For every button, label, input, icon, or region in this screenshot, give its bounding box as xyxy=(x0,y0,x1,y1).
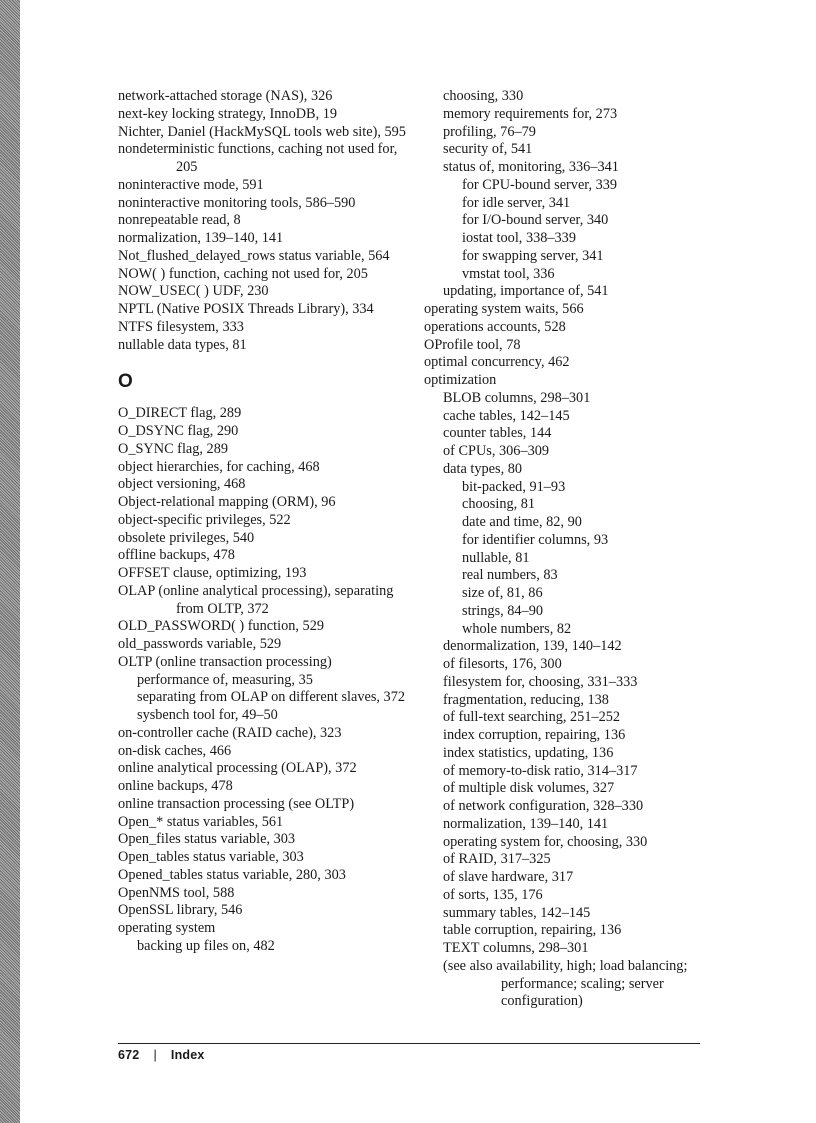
index-subentry: whole numbers, 82 xyxy=(462,620,572,637)
index-entry: online transaction processing (see OLTP) xyxy=(118,795,355,812)
index-entry: NOW_USEC( ) UDF, 230 xyxy=(118,283,269,300)
index-subentry: date and time, 82, 90 xyxy=(462,514,582,530)
index-subentry: sysbench tool for, 49–50 xyxy=(137,707,278,723)
index-subentry: of network configuration, 328–330 xyxy=(443,798,644,814)
index-entry: optimization xyxy=(424,372,497,388)
index-subentry: index corruption, repairing, 136 xyxy=(443,727,626,743)
index-entry: Nichter, Daniel (HackMySQL tools web site), 595 xyxy=(118,123,406,140)
index-subentry: of memory-to-disk ratio, 314–317 xyxy=(443,762,638,779)
index-subentry: separating from OLAP on different slaves, 372 xyxy=(137,689,406,706)
index-subentry: choosing, 81 xyxy=(462,496,536,513)
index-subentry: for swapping server, 341 xyxy=(462,247,604,264)
index-subentry: operating system for, choosing, 330 xyxy=(443,833,648,850)
index-subentry: filesystem for, choosing, 331–333 xyxy=(443,673,638,690)
index-entry: OpenNMS tool, 588 xyxy=(118,884,235,901)
index-entry: NOW( ) function, caching not used for, 205 xyxy=(118,265,368,282)
index-entry: Object-relational mapping (ORM), 96 xyxy=(118,494,336,510)
index-entry: Open_* status variables, 561 xyxy=(118,813,284,830)
index-entry: NTFS filesystem, 333 xyxy=(118,318,244,335)
index-subentry: updating, importance of, 541 xyxy=(443,283,609,300)
index-entry: operating system xyxy=(118,920,216,936)
index-entry: Not_flushed_delayed_rows status variable, 564 xyxy=(118,247,390,264)
section-heading: O xyxy=(118,371,133,393)
index-entry: Opened_tables status variable, 280, 303 xyxy=(118,866,346,883)
index-column-left xyxy=(118,88,418,956)
index-subentry: for idle server, 341 xyxy=(462,194,571,211)
index-entry: OProfile tool, 78 xyxy=(424,336,521,353)
index-entry: O_DIRECT flag, 289 xyxy=(118,405,242,422)
index-subentry: cache tables, 142–145 xyxy=(443,407,570,424)
index-subentry: performance of, measuring, 35 xyxy=(137,671,313,688)
index-entry: OFFSET clause, optimizing, 193 xyxy=(118,565,307,581)
index-entry: online analytical processing (OLAP), 372 xyxy=(118,760,357,777)
index-subentry: of CPUs, 306–309 xyxy=(443,443,550,459)
page-footer xyxy=(118,1048,205,1062)
index-subentry: memory requirements for, 273 xyxy=(443,105,618,122)
index-entry: operations accounts, 528 xyxy=(424,318,566,335)
index-subentry: nullable, 81 xyxy=(462,549,530,566)
index-subentry: of sorts, 135, 176 xyxy=(443,886,543,903)
index-subentry: iostat tool, 338–339 xyxy=(462,230,576,246)
index-entry: nonrepeatable read, 8 xyxy=(118,212,241,229)
index-entry: OpenSSL library, 546 xyxy=(118,902,243,919)
index-entry: object versioning, 468 xyxy=(118,476,246,493)
index-entry: OLAP (online analytical processing), separating from OLTP, 372 xyxy=(118,582,394,617)
index-entry: object hierarchies, for caching, 468 xyxy=(118,458,320,475)
index-entry: optimal concurrency, 462 xyxy=(424,354,570,371)
index-subentry: TEXT columns, 298–301 xyxy=(443,940,589,956)
index-entry: O_DSYNC flag, 290 xyxy=(118,423,239,439)
index-subentry: of multiple disk volumes, 327 xyxy=(443,780,615,797)
index-subentry: fragmentation, reducing, 138 xyxy=(443,691,609,708)
index-entry: Open_files status variable, 303 xyxy=(118,831,296,848)
index-entry: normalization, 139–140, 141 xyxy=(118,230,284,246)
index-subentry: size of, 81, 86 xyxy=(462,585,543,601)
index-subentry: table corruption, repairing, 136 xyxy=(443,922,622,939)
index-subentry: profiling, 76–79 xyxy=(443,123,536,140)
index-entry: nondeterministic functions, caching not used for, 205 xyxy=(118,141,398,175)
index-subentry: strings, 84–90 xyxy=(462,602,544,619)
footer-separator: | xyxy=(153,1048,157,1062)
index-entry: old_passwords variable, 529 xyxy=(118,636,282,652)
index-subentry: denormalization, 139, 140–142 xyxy=(443,638,622,655)
index-subentry: security of, 541 xyxy=(443,141,533,158)
index-entry: next-key locking strategy, InnoDB, 19 xyxy=(118,105,338,122)
index-entry: OLTP (online transaction processing) xyxy=(118,653,332,670)
index-subentry: counter tables, 144 xyxy=(443,425,552,442)
index-subentry: bit-packed, 91–93 xyxy=(462,478,566,495)
index-entry: obsolete privileges, 540 xyxy=(118,529,255,546)
index-entry: Open_tables status variable, 303 xyxy=(118,849,304,865)
index-subentry: of RAID, 317–325 xyxy=(443,851,551,868)
page-binding-edge xyxy=(0,0,20,1123)
index-subentry: BLOB columns, 298–301 xyxy=(443,389,591,406)
index-entry: noninteractive monitoring tools, 586–590 xyxy=(118,194,356,211)
index-entry: OLD_PASSWORD( ) function, 529 xyxy=(118,618,324,635)
index-entry: network-attached storage (NAS), 326 xyxy=(118,88,333,104)
index-entry: O_SYNC flag, 289 xyxy=(118,440,229,457)
index-subentry: of slave hardware, 317 xyxy=(443,869,574,885)
index-subentry: summary tables, 142–145 xyxy=(443,904,591,921)
index-entry: on-disk caches, 466 xyxy=(118,742,232,759)
index-subentry: for I/O-bound server, 340 xyxy=(462,212,609,229)
running-head: Index xyxy=(170,1048,205,1062)
index-entry: object-specific privileges, 522 xyxy=(118,511,291,528)
index-subentry: choosing, 330 xyxy=(443,88,524,104)
index-subentry: real numbers, 83 xyxy=(462,567,558,584)
index-subentry: for identifier columns, 93 xyxy=(462,531,609,548)
footer-rule xyxy=(118,1043,700,1044)
page-number: 672 xyxy=(118,1048,140,1062)
index-entry: offline backups, 478 xyxy=(118,547,235,564)
index-subentry: index statistics, updating, 136 xyxy=(443,744,614,761)
index-subentry: data types, 80 xyxy=(443,460,523,477)
index-column-right xyxy=(424,88,716,1011)
index-subentry: (see also availability, high; load balancing; performance; scaling; server configuration) xyxy=(443,957,688,1010)
index-subentry: status of, monitoring, 336–341 xyxy=(443,159,619,175)
index-entry: noninteractive mode, 591 xyxy=(118,176,264,193)
index-subentry: backing up files on, 482 xyxy=(137,937,275,954)
index-subentry: vmstat tool, 336 xyxy=(462,265,555,282)
index-subentry: for CPU-bound server, 339 xyxy=(462,176,618,193)
index-entry: online backups, 478 xyxy=(118,778,233,794)
index-entry: operating system waits, 566 xyxy=(424,301,584,317)
index-entry: nullable data types, 81 xyxy=(118,336,247,353)
index-entry: NPTL (Native POSIX Threads Library), 334 xyxy=(118,301,374,317)
index-subentry: normalization, 139–140, 141 xyxy=(443,815,609,832)
index-entry: on-controller cache (RAID cache), 323 xyxy=(118,724,342,741)
index-subentry: of full-text searching, 251–252 xyxy=(443,709,621,726)
index-subentry: of filesorts, 176, 300 xyxy=(443,656,562,672)
